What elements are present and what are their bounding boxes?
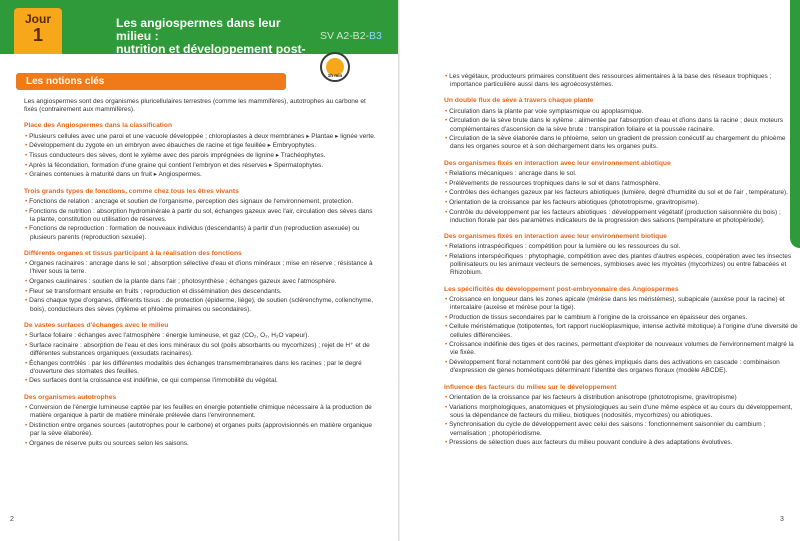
section-title: Des organismes fixés en interaction avec leur environnement abiotique (444, 159, 671, 167)
section-functions (24, 188, 378, 242)
list-item: • Conversion de l'énergie lumineuse captée par les feuilles en énergie potentielle chimique nécessaire à la production de matière organique à partir de matière minérale prélevée dans l'environnement. (24, 404, 378, 420)
list-item: • Surface foliaire : échanges avec l'atmosphère : énergie lumineuse, et gaz (CO₂, O₂, H₂O vapeur). (24, 332, 378, 340)
list-item: • Croissance en longueur dans les zones apicale (mérèse dans les méristèmes), subapicale (auxèse pour la racine) et intercalaire (auxèse et mérèse pour la tige). (444, 296, 798, 312)
list-item: • Développement du zygote en un embryon avec ébauches de racine et tige feuillée ▸ Embryophytes. (24, 142, 378, 150)
list-item: • Synchronisation du cycle de développement avec celui des saisons : fonctionnement saisonnier du cambium ; vernalisation ; photopériodisme. (444, 421, 798, 437)
list-item: • Dans chaque type d'organes, différents tissus : de protection (épiderme, liège), de soutien (sclérenchyme, collenchyme, bois), conducteurs des sèves (xylème et phloème primaires ou secondaires). (24, 297, 378, 313)
list-item: • Après la fécondation, formation d'une graine qui contient l'embryon et des réserves ▸ Spermatophytes. (24, 162, 378, 170)
list-item: • Fonctions de reproduction : formation de nouveaux individus (descendants) à partir d'un (reproduction asexuée) ou plusieurs parents (reproduction sexuée). (24, 225, 378, 241)
section-title: Influence des facteurs du milieu sur le développement (444, 383, 617, 391)
list-item: • Contrôle du développement par les facteurs abiotiques : développement végétatif (production saisonnière du bois) ; induction florale par des paramètres indicateurs de la progression des saisons (température et photopériode). (444, 209, 798, 225)
day-number: 1 (32, 25, 43, 45)
list-item: • Pressions de sélection dues aux facteurs du milieu pouvant conduire à des adaptations évolutives. (444, 439, 798, 447)
chapter-title (116, 17, 316, 69)
list-item: • Relations interspécifiques : phytophagie, compétition avec des plantes d'autres espèces, coopération avec les insectes pollinisateurs ou les animaux vecteurs de semences, symbioses avec les mycètes (mycorhizes) ou entre fabacées et Rhizobium. (444, 253, 798, 278)
page-number-left: 2 (10, 516, 14, 523)
section-abiotic (444, 160, 798, 225)
section-classification (24, 122, 378, 179)
list-item: • Croissance indéfinie des tiges et des racines, permettant d'exploiter de nouveaux volumes de l'environnement malgré la vie fixée. (444, 341, 798, 357)
chapter-title-line1: Les angiospermes dans leur milieu : (116, 16, 281, 43)
chapter-header (0, 0, 400, 69)
list-item: • Les végétaux, producteurs primaires constituent des ressources alimentaires à la base des réseaux trophiques ; importance particulière aussi dans les agroécosystèmes. (444, 73, 798, 89)
list-item: • Production de tissus secondaires par le cambium à l'origine de la croissance en épaisseur des organes. (444, 314, 798, 322)
list-item: • Tissus conducteurs des sèves, dont le xylème avec des parois imprégnées de lignine ▸ Trachéophytes. (24, 152, 378, 160)
list-item: • Plusieurs cellules avec une paroi et une vacuole développée ; chloroplastes à deux membranes ▸ Plantae ▸ lignée verte. (24, 133, 378, 141)
program-tag-highlight: B3 (369, 30, 382, 42)
section-title: De vastes surfaces d'échanges avec le milieu (24, 321, 169, 329)
right-column (444, 73, 798, 449)
right-green-edge (790, 0, 800, 248)
right-page (400, 0, 800, 541)
list-item: • Relations mécaniques : ancrage dans le sol. (444, 170, 798, 178)
section-title: Un double flux de sève à travers chaque plante (444, 97, 594, 105)
section-biotic (444, 233, 798, 278)
section-title: Différents organes et tissus participant à la réalisation des fonctions (24, 249, 242, 257)
list-item: • Circulation de la sève élaborée dans le phloème, selon un gradient de pression conécutif au chargement du phloème dans les organes source et à son déchargement dans les organes puits. (444, 135, 798, 151)
list-item: • Relations intraspécifiques : compétition pour la lumière ou les ressources du sol. (444, 243, 798, 251)
section-sap-flow (444, 97, 798, 151)
list-item: • Graines contenues à maturité dans un fruit ▸ Angiospermes. (24, 171, 378, 179)
section-banner: Les notions clés (16, 73, 286, 90)
timer-icon (320, 52, 350, 82)
section-title: Les spécificités du développement post-embryonnaire des Angiospermes (444, 285, 679, 293)
section-title: Trois grands types de fonctions, comme chez tous les êtres vivants (24, 187, 239, 195)
list-item: • Fleur se transformant ensuite en fruits ; reproduction et dissémination des descendants. (24, 288, 378, 296)
list-item: • Échanges contrôlés : par les différentes modalités des échanges transmembranaires dans les racines ; par le degré d'ouverture des stomates des feuilles. (24, 360, 378, 376)
list-item: • Fonctions de nutrition : absorption hydrominérale à partir du sol, échanges gazeux avec l'air, circulation des sèves dans la plante, constitution ou utilisation de réserves. (24, 208, 378, 224)
intro-paragraph: Les angiospermes sont des organismes pluricellulaires terrestres (comme les mammifères), autotrophes au carbone et fixés (contrairement aux mammifères). (24, 98, 366, 114)
section-environment-influence (444, 384, 798, 448)
chapter-title-line2: nutrition et développement post-embryonnaire (116, 42, 306, 69)
page-number-right: 3 (780, 516, 784, 523)
day-label: Jour (24, 12, 51, 26)
section-exchange-surfaces (24, 322, 378, 386)
section-title: Des organismes fixés en interaction avec leur environnement biotique (444, 233, 667, 241)
left-column (24, 98, 378, 449)
list-item: • Cellule méristématique (totipotentes, fort rapport nucléoplasmique, intense activité mitotique) à l'origine d'une diversité de cellules différenciées. (444, 323, 798, 339)
list-item: • Organes de réserve puits ou sources selon les saisons. (24, 440, 378, 448)
section-title: Place des Angiospermes dans la classification (24, 122, 173, 130)
program-tag-prefix: SV A2-B2- (320, 30, 370, 42)
section-autotrophs (24, 394, 378, 448)
list-item: • Prélèvements de ressources trophiques dans le sol et dans l'atmosphère. (444, 180, 798, 188)
list-item: • Organes caulinaires : soutien de la plante dans l'air ; photosynthèse ; échanges gazeux avec l'atmosphère. (24, 278, 378, 286)
list-item: • Développement floral notamment contrôlé par des gènes impliqués dans des activations en cascade : combinaison d'expression de gènes homéotiques déterminant l'identité des organes floraux (modèle ABCDE). (444, 359, 798, 375)
list-item: • Circulation de la sève brute dans le xylème : alimentée par l'absorption d'eau et d'ions dans la racine ; deux moteurs complémentaires d'ascension de la sève brute : transpiration foliaire et la poussée racinaire. (444, 117, 798, 133)
list-item: • Contrôles des échanges gazeux par les facteurs abiotiques (lumière, degré d'humidité du sol et de l'air , température). (444, 189, 798, 197)
section-title: Des organismes autotrophes (24, 393, 117, 401)
list-item: • Fonctions de relation : ancrage et soutien de l'organisme, perception des signaux de l'environnement, protection. (24, 198, 378, 206)
day-tab (14, 8, 62, 54)
list-item: • Organes racinaires : ancrage dans le sol ; absorption sélective d'eau et d'ions minéraux ; mise en réserve ; résistance à l'hiver sous la terre. (24, 260, 378, 276)
list-item: • Distinction entre organes sources (autotrophes pour le carbone) et organes puits (approvisionnés en matière organique par la sève élaborée). (24, 422, 378, 438)
list-item: • Orientation de la croissance par les facteurs à distribution anisotrope (phototropisme, gravitropisme) (444, 394, 798, 402)
section-development (444, 286, 798, 376)
list-item: • Des surfaces dont la croissance est indéfinie, ce qui compense l'immobilité du végétal. (24, 377, 378, 385)
list-item: • Surface racinaire : absorption de l'eau et des ions minéraux du sol (poils absorbants ou mycorhizes) ; rejet de H⁺ et de différentes substances organiques (exsudats racinaires). (24, 342, 378, 358)
list-item: • Circulation dans la plante par voie symplasmique ou apoplasmique. (444, 108, 798, 116)
section-organs (24, 250, 378, 314)
program-tag (320, 30, 382, 42)
timer-text: 1h min (327, 73, 343, 78)
list-item: • Variations morphologiques, anatomiques et physiologiques au sein d'une même espèce et au cours du développement, sous la dépendance de facteurs du milieu, biotiques (nodosités, mycorhizes) ou abiotiques. (444, 404, 798, 420)
list-item: • Orientation de la croissance par les facteurs abiotiques (phototropisme, gravitropisme). (444, 199, 798, 207)
